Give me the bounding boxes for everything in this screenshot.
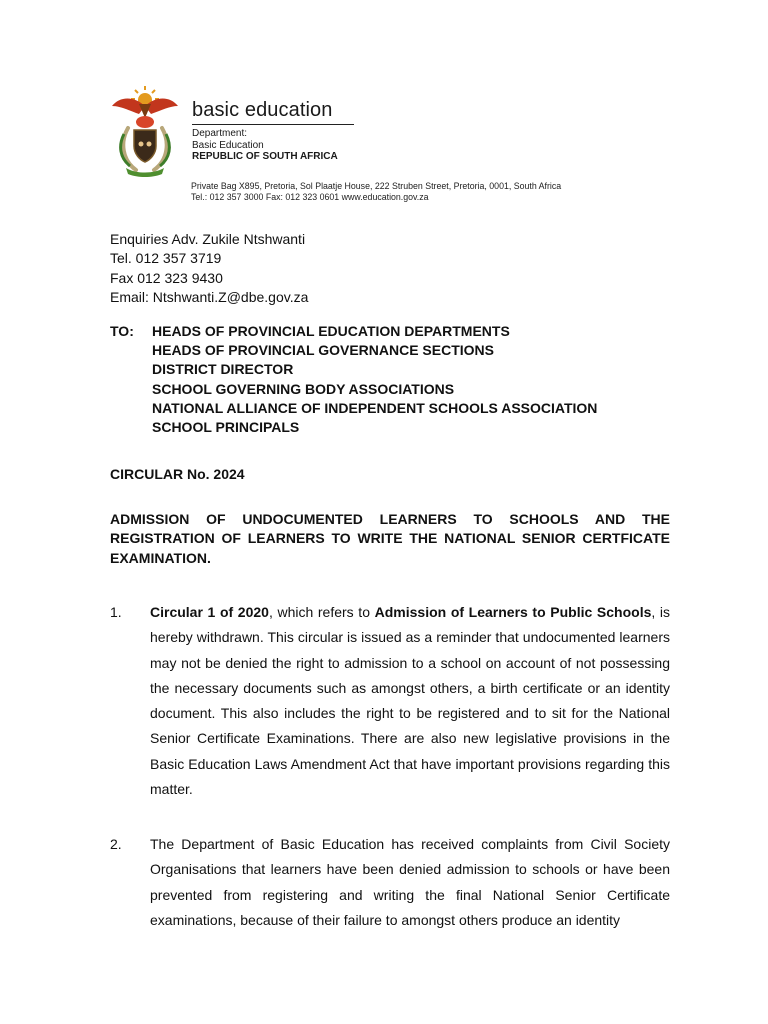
addressee-line: SCHOOL GOVERNING BODY ASSOCIATIONS	[152, 380, 455, 397]
addressee-line: SCHOOL PRINCIPALS	[152, 419, 300, 436]
addressee-line: DISTRICT DIRECTOR	[152, 361, 294, 378]
department-label: Department:	[192, 128, 248, 139]
brand-title: basic education	[192, 99, 333, 121]
letterhead-brand	[192, 99, 332, 121]
coat-of-arms-icon	[106, 82, 184, 178]
paragraph-body: The Department of Basic Education has received complaints from Civil Society Organisations that learners have been denied admission to schools or have been prevented from registering and writing the final National Senior Certificate examinations, because of their failure to amongst others produce an identity	[150, 836, 670, 928]
circular-reference: Circular 1 of 2020	[150, 604, 269, 620]
country-name: REPUBLIC OF SOUTH AFRICA	[192, 151, 338, 162]
enquiries-block	[110, 230, 308, 307]
paragraph-1	[110, 600, 670, 802]
department-name: Basic Education	[192, 139, 264, 151]
circular-subject: ADMISSION OF UNDOCUMENTED LEARNERS TO SCHOOLS AND THE REGISTRATION OF LEARNERS TO WRITE THE NATIONAL SENIOR CERTFICATE EXAMINATION.	[110, 511, 670, 566]
addressee-list	[152, 322, 597, 437]
circular-number: CIRCULAR No. 2024	[110, 466, 245, 482]
referenced-title: Admission of Learners to Public Schools	[374, 604, 652, 620]
postal-address: Private Bag X895, Pretoria, Sol Plaatje House, 222 Struben Street, Pretoria, 0001, South Africa	[191, 181, 562, 191]
address-block	[191, 181, 561, 203]
addressee-line: HEADS OF PROVINCIAL EDUCATION DEPARTMENTS	[152, 323, 510, 339]
department-block	[192, 128, 338, 163]
paragraph-text: , is hereby withdrawn. This circular is issued as a reminder that undocumented learners may not be denied the right to admission to a school on account of not possessing the necessary documents such as amongst others, a birth certificate or an identity document. This also includes the right to be registered and to sit for the National Senior Certificate Examinations. There are also new legislative provisions in the Basic Education Laws Amendment Act that have important provisions regarding this matter.	[150, 604, 671, 798]
paragraph-number: 1.	[110, 604, 122, 620]
addressee-line: NATIONAL ALLIANCE OF INDEPENDENT SCHOOLS ASSOCIATION	[152, 399, 598, 416]
addressee-line: HEADS OF PROVINCIAL GOVERNANCE SECTIONS	[152, 342, 495, 359]
contact-details: Tel.: 012 357 3000 Fax: 012 323 0601 www.education.gov.za	[191, 192, 429, 202]
enquiries-name: Enquiries Adv. Zukile Ntshwanti	[110, 231, 306, 247]
to-label: TO:	[110, 323, 134, 339]
paragraph-number: 2.	[110, 836, 122, 852]
enquiries-fax: Fax 012 323 9430	[110, 269, 223, 286]
enquiries-email: Email: Ntshwanti.Z@dbe.gov.za	[110, 288, 309, 305]
brand-divider	[192, 124, 354, 125]
enquiries-tel: Tel. 012 357 3719	[110, 250, 222, 267]
paragraph-2	[110, 832, 670, 933]
paragraph-body	[150, 600, 670, 802]
paragraph-text: , which refers to	[268, 604, 375, 620]
